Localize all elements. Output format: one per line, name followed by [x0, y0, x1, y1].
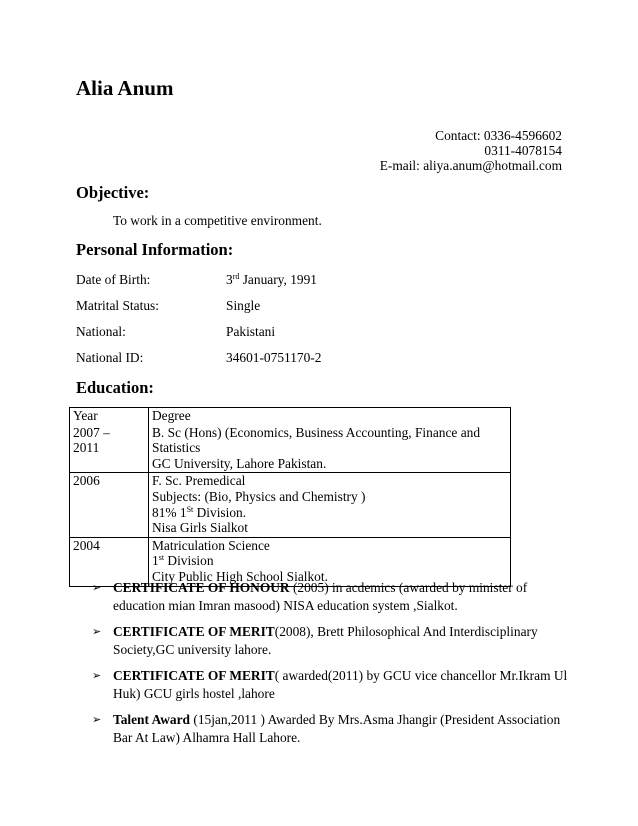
degree-cell: B. Sc (Hons) (Economics, Business Accounting, Finance and Statistics GC University, Lahore Pakistan. — [149, 425, 511, 473]
column-header-degree: Degree — [149, 408, 511, 425]
personal-row-marital — [76, 298, 476, 315]
objective-heading: Objective: — [76, 183, 150, 202]
dob-value: 3rd January, 1991 — [226, 272, 317, 287]
year-cell: 2006 — [70, 473, 149, 537]
personal-row-national-id — [76, 350, 476, 367]
column-header-year: Year — [70, 408, 149, 425]
nationality-value: Pakistani — [226, 324, 276, 339]
candidate-name: Alia Anum — [76, 76, 174, 100]
list-item: ➢ CERTIFICATE OF MERIT(2008), Brett Philosophical And Interdisciplinary Society,GC university lahore. — [92, 624, 538, 657]
arrow-bullet-icon: ➢ — [92, 669, 102, 682]
table-row — [70, 425, 511, 473]
list-item: ➢ Talent Award (15jan,2011 ) Awarded By Mrs.Asma Jhangir (President Association Bar At Law) Alhamra Hall Lahore. — [92, 712, 561, 745]
marital-value: Single — [226, 298, 261, 313]
national-id-value: 34601-0751170-2 — [226, 350, 322, 365]
objective-text: To work in a competitive environment. — [113, 213, 322, 228]
personal-info-heading: Personal Information: — [76, 240, 234, 259]
degree-cell: Matriculation Science 1st Division City Public High School Sialkot. — [149, 537, 511, 586]
arrow-bullet-icon: ➢ — [92, 625, 102, 638]
contact-phone-1: Contact: 0336-4596602 — [435, 128, 562, 143]
education-table — [69, 407, 511, 587]
degree-cell: F. Sc. Premedical Subjects: (Bio, Physics and Chemistry ) 81% 1St Division. Nisa Girls Sialkot — [149, 473, 511, 537]
awards-list — [92, 579, 572, 755]
list-item: ➢ CERTIFICATE OF MERIT( awarded(2011) by GCU vice chancellor Mr.Ikram Ul Huk) GCU girls hostel ,lahore — [92, 668, 568, 701]
education-heading: Education: — [76, 378, 154, 397]
contact-phone-2: 0311-4078154 — [484, 143, 562, 158]
year-cell: 2004 — [70, 537, 149, 586]
table-row — [70, 473, 511, 537]
contact-block — [380, 128, 562, 173]
marital-label: Matrital Status: — [76, 298, 159, 313]
dob-label: Date of Birth: — [76, 272, 151, 287]
year-cell: 2007 – 2011 — [70, 425, 149, 473]
arrow-bullet-icon: ➢ — [92, 581, 102, 594]
table-header-row — [70, 408, 511, 425]
national-id-label: National ID: — [76, 350, 144, 365]
arrow-bullet-icon: ➢ — [92, 713, 102, 726]
list-item: ➢ CERTIFICATE OF HONOUR (2005) in acdemics (awarded by minister of education mian Imran masood) NISA education system ,Sialkot. — [92, 580, 528, 613]
contact-email: E-mail: aliya.anum@hotmail.com — [379, 158, 562, 173]
personal-row-national — [76, 324, 476, 341]
personal-row-dob — [76, 272, 476, 289]
nationality-label: National: — [76, 324, 126, 339]
